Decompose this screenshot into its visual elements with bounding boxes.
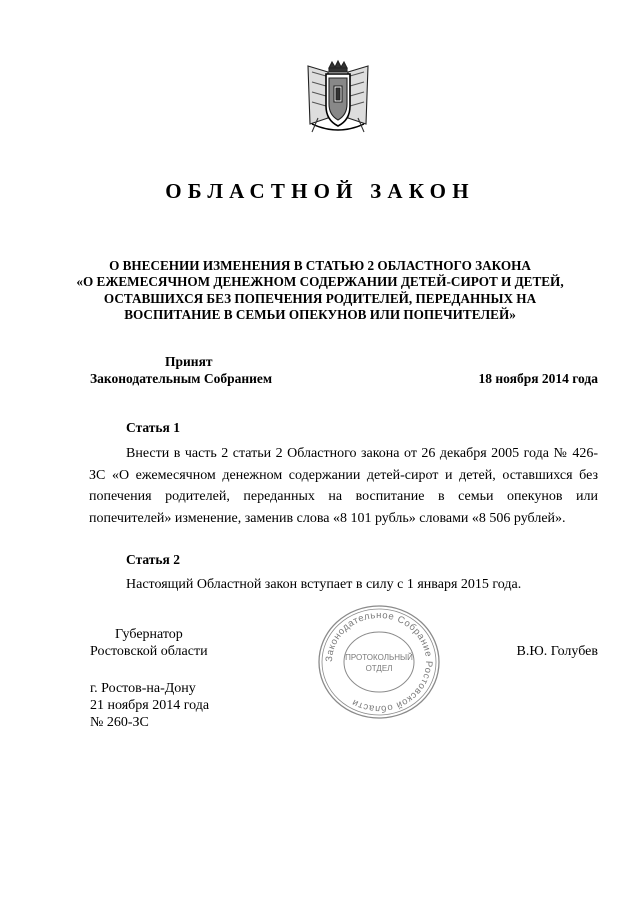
adopted-date: 18 ноября 2014 года — [478, 371, 598, 386]
subtitle-line: «О ЕЖЕМЕСЯЧНОМ ДЕНЕЖНОМ СОДЕРЖАНИИ ДЕТЕЙ-СИРОТ И ДЕТЕЙ, — [76, 274, 564, 290]
article-1-text: Внести в часть 2 статьи 2 Областного закона от 26 декабря 2005 года № 426-ЗС «О ежемесячном денежном содержании детей-сирот и детей, оставшихся без попечения родителей, переданных на воспитание в семьи опекунов или попечителей» изменение, заменив слова «8 101 рубль» словами «8 506 рублей». — [89, 446, 598, 526]
article-2-text: Настоящий Областной закон вступает в силу с 1 января 2015 года. — [126, 577, 522, 592]
stamp-center-line2: ОТДЕЛ — [365, 664, 393, 673]
adopted-by: Законодательным Собранием — [90, 371, 273, 386]
signer-name: В.Ю. Голубев — [516, 644, 598, 659]
subtitle-line: О ВНЕСЕНИИ ИЗМЕНЕНИЯ В СТАТЬЮ 2 ОБЛАСТНОГО ЗАКОНА — [109, 258, 531, 273]
footer-block — [90, 680, 209, 731]
adopted-label: Принят — [165, 354, 213, 369]
article-2-heading: Статья 2 — [126, 552, 180, 567]
signer-position-line2: Ростовской области — [90, 644, 208, 659]
footer-city: г. Ростов-на-Дону — [90, 681, 196, 696]
official-seal-icon — [315, 603, 443, 721]
subtitle-line: ВОСПИТАНИЕ В СЕМЬИ ОПЕКУНОВ ИЛИ ПОПЕЧИТЕЛЕЙ» — [124, 307, 516, 323]
footer-date: 21 ноября 2014 года — [90, 698, 210, 713]
coat-of-arms-icon — [298, 58, 378, 136]
law-subtitle — [60, 258, 580, 324]
footer-number: № 260-ЗС — [90, 715, 149, 730]
subtitle-line: ОСТАВШИХСЯ БЕЗ ПОПЕЧЕНИЯ РОДИТЕЛЕЙ, ПЕРЕДАННЫХ НА — [103, 290, 537, 306]
document-title: ОБЛАСТНОЙ ЗАКОН — [165, 179, 475, 203]
stamp-center-line1: ПРОТОКОЛЬНЫЙ — [345, 653, 413, 662]
signer-position-line1: Губернатор — [115, 627, 183, 642]
article-1-heading: Статья 1 — [126, 420, 180, 435]
stamp-ring-text: Законодательное Собрание Ростовской области — [323, 609, 435, 715]
svg-text:Законодательное Собрание Росто — [324, 610, 434, 714]
